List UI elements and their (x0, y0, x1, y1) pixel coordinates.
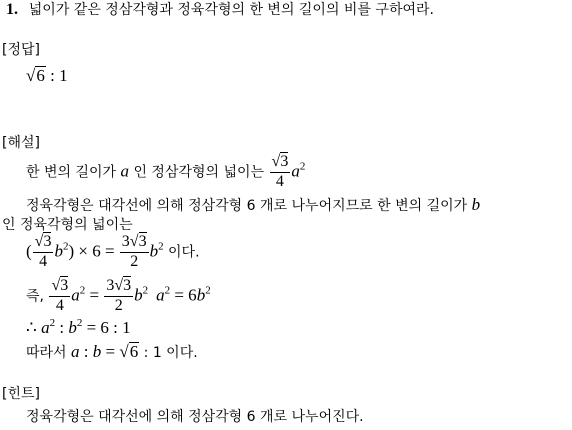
fraction-3sqrt3-over-2: $\frac{3√3}{2}$ (121, 233, 147, 270)
problem-text: 넓이가 같은 정삼각형과 정육각형의 한 변의 길이의 비를 구하여라. (28, 2, 434, 18)
fraction-sqrt3-over-4: $\frac{√3}{4}$ (51, 277, 69, 314)
answer-header: [정답] (2, 42, 40, 58)
solution-line-7: 따라서 a : b = √6 : 1 이다. (26, 342, 198, 361)
fraction-sqrt3-over-4: $\frac{√3}{4}$ (271, 153, 289, 190)
answer-sqrt: √6 (26, 66, 45, 85)
problem-line (6, 2, 434, 18)
solution-header: [해설] (2, 135, 40, 151)
fraction-sqrt3-over-4: $\frac{√3}{4}$ (34, 233, 52, 270)
solution-line-2: 정육각형은 대각선에 의해 정삼각형 6 개로 나누어지므로 한 변의 길이가 b (26, 195, 481, 214)
solution-line-3: 인 정육각형의 넓이는 (2, 217, 133, 233)
fraction-3sqrt3-over-2: $\frac{3√3}{2}$ (106, 277, 132, 314)
hint-text: 정육각형은 대각선에 의해 정삼각형 6 개로 나누어진다. (26, 409, 364, 425)
solution-line-1: 한 변의 길이가 a 인 정삼각형의 넓이는 $\frac{√3}{4}$ $a^2$ (26, 153, 306, 190)
hint-header: [힌트] (2, 386, 40, 402)
answer-value (26, 66, 68, 86)
sqrt-6: √6 (119, 342, 139, 361)
therefore-symbol: ∴ (26, 318, 42, 337)
solution-line-4: ( $\frac{√3}{4}$ $b^2) \times 6$ = $\frac{3√3}{2}$ $b^2$ 이다. (26, 233, 200, 270)
solution-line-6: ∴ $a^2$ : $b^2 = 6$ : 1 (26, 317, 131, 337)
problem-number: 1. (6, 1, 18, 18)
answer-rest: : 1 (45, 66, 68, 85)
solution-line-5: 즉, $\frac{√3}{4}$ $a^2$ = $\frac{3√3}{2}$ $b^2$ $a^2 = 6b^2$ (26, 277, 211, 314)
